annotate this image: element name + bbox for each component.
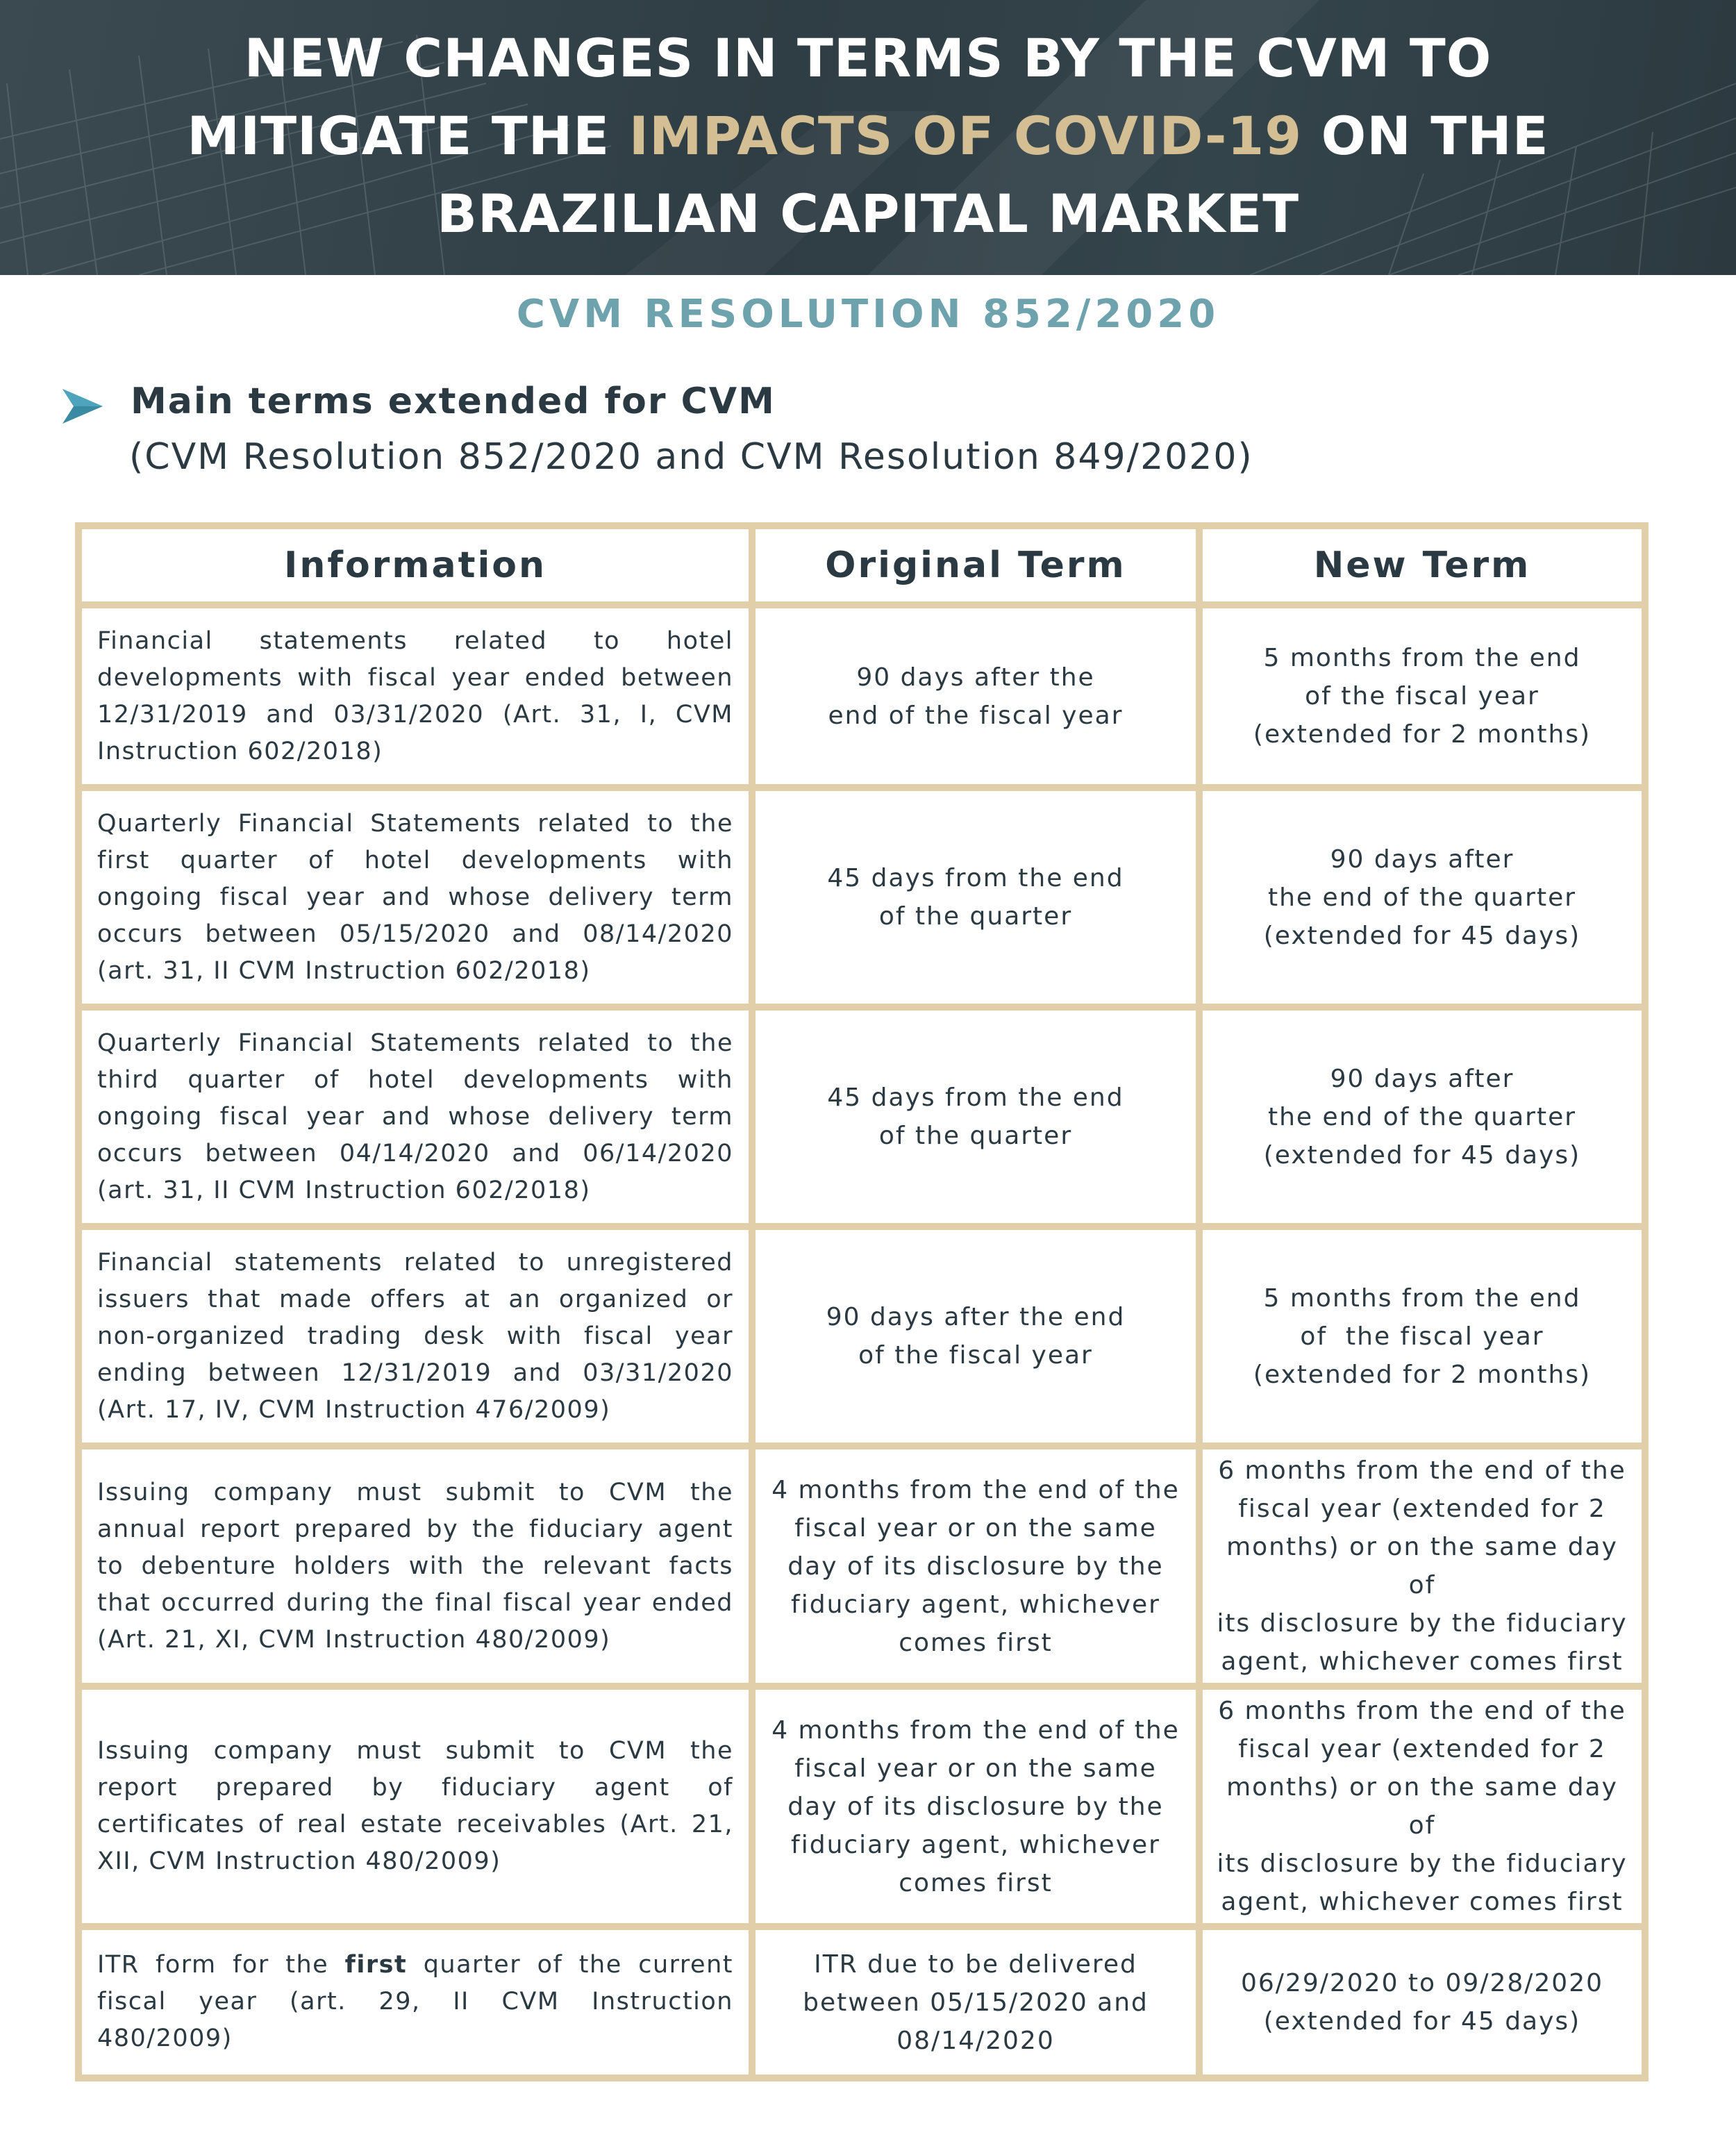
new-term-line: 5 months from the end <box>1263 644 1581 672</box>
new-term-line: of the fiscal year <box>1300 1322 1544 1351</box>
table-row <box>82 791 1642 1004</box>
title-highlight: IMPACTS OF COVID-19 <box>628 105 1303 167</box>
original-term-line: fiscal year or on the same <box>794 1754 1157 1783</box>
info-text: quarter of the current fiscal year (art. 29, II CVM Instruction 480/2009) <box>97 1951 733 2052</box>
original-term-line: 4 months from the end of the <box>771 1475 1180 1504</box>
arrow-right-icon <box>60 386 106 426</box>
title-line-3: BRAZILIAN CAPITAL MARKET <box>436 183 1300 244</box>
info-cell: Quarterly Financial Statements related to the third quarter of hotel developments with ongoing fiscal year and whose delivery term occurs between 04/14/2020 and 06/14/2020 (art. 31, II CVM Instruction 602/2018) <box>82 1011 749 1223</box>
new-term-line: (extended for 45 days) <box>1263 1140 1581 1170</box>
info-cell: Quarterly Financial Statements related to the first quarter of hotel developments with ongoing fiscal year and whose delivery term occurs between 05/15/2020 and 08/14/2020 (art. 31, II CVM Instruction 602/2018) <box>82 791 749 1004</box>
table-row <box>82 608 1642 784</box>
original-term-line: day of its disclosure by the <box>787 1552 1164 1581</box>
new-term-line: of the fiscal year <box>1305 682 1539 710</box>
title-line-1: NEW CHANGES IN TERMS BY THE CVM TO <box>244 27 1492 89</box>
column-header-new-term: New Term <box>1203 529 1642 601</box>
original-term-line: comes first <box>899 1868 1053 1897</box>
original-term-line: comes first <box>899 1628 1053 1657</box>
info-cell: Financial statements related to hotel developments with fiscal year ended between 12/31/2019 and 03/31/2020 (Art. 31, I, CVM Instruction 602/2018) <box>82 608 749 784</box>
new-term-cell <box>1203 1011 1642 1223</box>
new-term-line: 90 days after <box>1330 1064 1514 1093</box>
original-term-line: of the quarter <box>878 1122 1073 1150</box>
new-term-line: (extended for 45 days) <box>1263 921 1581 950</box>
title-line-2 <box>0 97 1736 175</box>
new-term-line: the end of the quarter <box>1267 1102 1577 1131</box>
original-term-cell <box>756 1011 1196 1223</box>
new-term-line: 6 months from the end of the <box>1218 1456 1626 1485</box>
original-term-cell <box>756 1930 1196 2075</box>
header-banner <box>0 0 1736 275</box>
info-cell: Issuing company must submit to CVM the annual report prepared by the fiduciary agent to debenture holders with the relevant facts that occurred during the final fiscal year ended (Art. 21, XI, CVM Instruction 480/2009) <box>82 1449 749 1683</box>
original-term-cell <box>756 1230 1196 1443</box>
new-term-line: agent, whichever comes first <box>1221 1647 1624 1676</box>
original-term-line: 90 days after the end <box>826 1303 1126 1331</box>
title-line-2-pre: MITIGATE THE <box>187 105 629 167</box>
new-term-cell <box>1203 608 1642 784</box>
new-term-line: fiscal year (extended for 2 <box>1238 1495 1606 1523</box>
original-term-line: fiduciary agent, whichever <box>791 1590 1160 1619</box>
new-term-line: months) or on the same day of <box>1226 1533 1618 1599</box>
new-term-line: agent, whichever comes first <box>1221 1888 1624 1916</box>
original-term-line: 08/14/2020 <box>896 2026 1055 2055</box>
original-term-cell <box>756 791 1196 1004</box>
terms-table-container <box>75 522 1649 2081</box>
column-header-information: Information <box>82 529 749 601</box>
info-cell: Financial statements related to unregistered issuers that made offers at an organized or non-organized trading desk with fiscal year ending between 12/31/2019 and 03/31/2020 (Art. 17, IV, CVM Instruction 476/2009) <box>82 1230 749 1443</box>
original-term-line: of the quarter <box>878 902 1073 931</box>
new-term-line: the end of the quarter <box>1267 883 1577 912</box>
table-row <box>82 1011 1642 1223</box>
new-term-line: its disclosure by the fiduciary <box>1217 1609 1628 1638</box>
original-term-cell <box>756 608 1196 784</box>
title-line-2-post: ON THE <box>1302 105 1549 167</box>
section-subtitle: (CVM Resolution 852/2020 and CVM Resolution 849/2020) <box>129 436 1253 478</box>
new-term-line: 90 days after <box>1330 845 1514 874</box>
new-term-line: 5 months from the end <box>1263 1283 1581 1313</box>
original-term-line: fiscal year or on the same <box>794 1513 1157 1543</box>
terms-table <box>75 522 1649 2081</box>
original-term-line: 45 days from the end <box>827 864 1124 892</box>
table-row <box>82 1230 1642 1443</box>
section-title: Main terms extended for CVM <box>131 381 776 422</box>
new-term-line: fiscal year (extended for 2 <box>1238 1735 1606 1763</box>
original-term-line: 4 months from the end of the <box>771 1715 1180 1745</box>
column-header-original-term: Original Term <box>756 529 1196 601</box>
original-term-cell <box>756 1449 1196 1683</box>
new-term-cell <box>1203 1690 1642 1923</box>
new-term-line: (extended for 2 months) <box>1253 720 1592 749</box>
new-term-cell <box>1203 791 1642 1004</box>
new-term-line: 6 months from the end of the <box>1218 1697 1626 1725</box>
original-term-line: between 05/15/2020 and <box>803 1988 1149 2017</box>
table-row <box>82 1449 1642 1683</box>
original-term-cell <box>756 1690 1196 1923</box>
table-row <box>82 1690 1642 1923</box>
table-row <box>82 1930 1642 2075</box>
page-title <box>0 19 1736 253</box>
new-term-cell <box>1203 1449 1642 1683</box>
new-term-line: (extended for 2 months) <box>1253 1360 1592 1389</box>
original-term-line: ITR due to be delivered <box>814 1950 1137 1979</box>
info-cell <box>82 1930 749 2075</box>
new-term-line: months) or on the same day of <box>1226 1773 1618 1840</box>
new-term-line: 06/29/2020 to 09/28/2020 <box>1240 1969 1603 1997</box>
new-term-line: its disclosure by the fiduciary <box>1217 1849 1628 1878</box>
resolution-subtitle: CVM RESOLUTION 852/2020 <box>516 292 1220 337</box>
info-text: ITR form for the <box>97 1951 345 1979</box>
new-term-line: (extended for 45 days) <box>1263 2007 1581 2036</box>
original-term-line: day of its disclosure by the <box>787 1792 1164 1821</box>
original-term-line: 45 days from the end <box>827 1083 1124 1112</box>
new-term-cell <box>1203 1230 1642 1443</box>
original-term-line: fiduciary agent, whichever <box>791 1830 1160 1859</box>
info-cell: Issuing company must submit to CVM the report prepared by fiduciary agent of certificates of real estate receivables (Art. 21, XII, CVM Instruction 480/2009) <box>82 1690 749 1923</box>
original-term-line: 90 days after the <box>856 663 1095 692</box>
new-term-cell <box>1203 1930 1642 2075</box>
table-header-row <box>82 529 1642 601</box>
original-term-line: end of the fiscal year <box>828 701 1124 730</box>
original-term-line: of the fiscal year <box>858 1341 1093 1370</box>
info-bold-text: first <box>344 1951 408 1979</box>
